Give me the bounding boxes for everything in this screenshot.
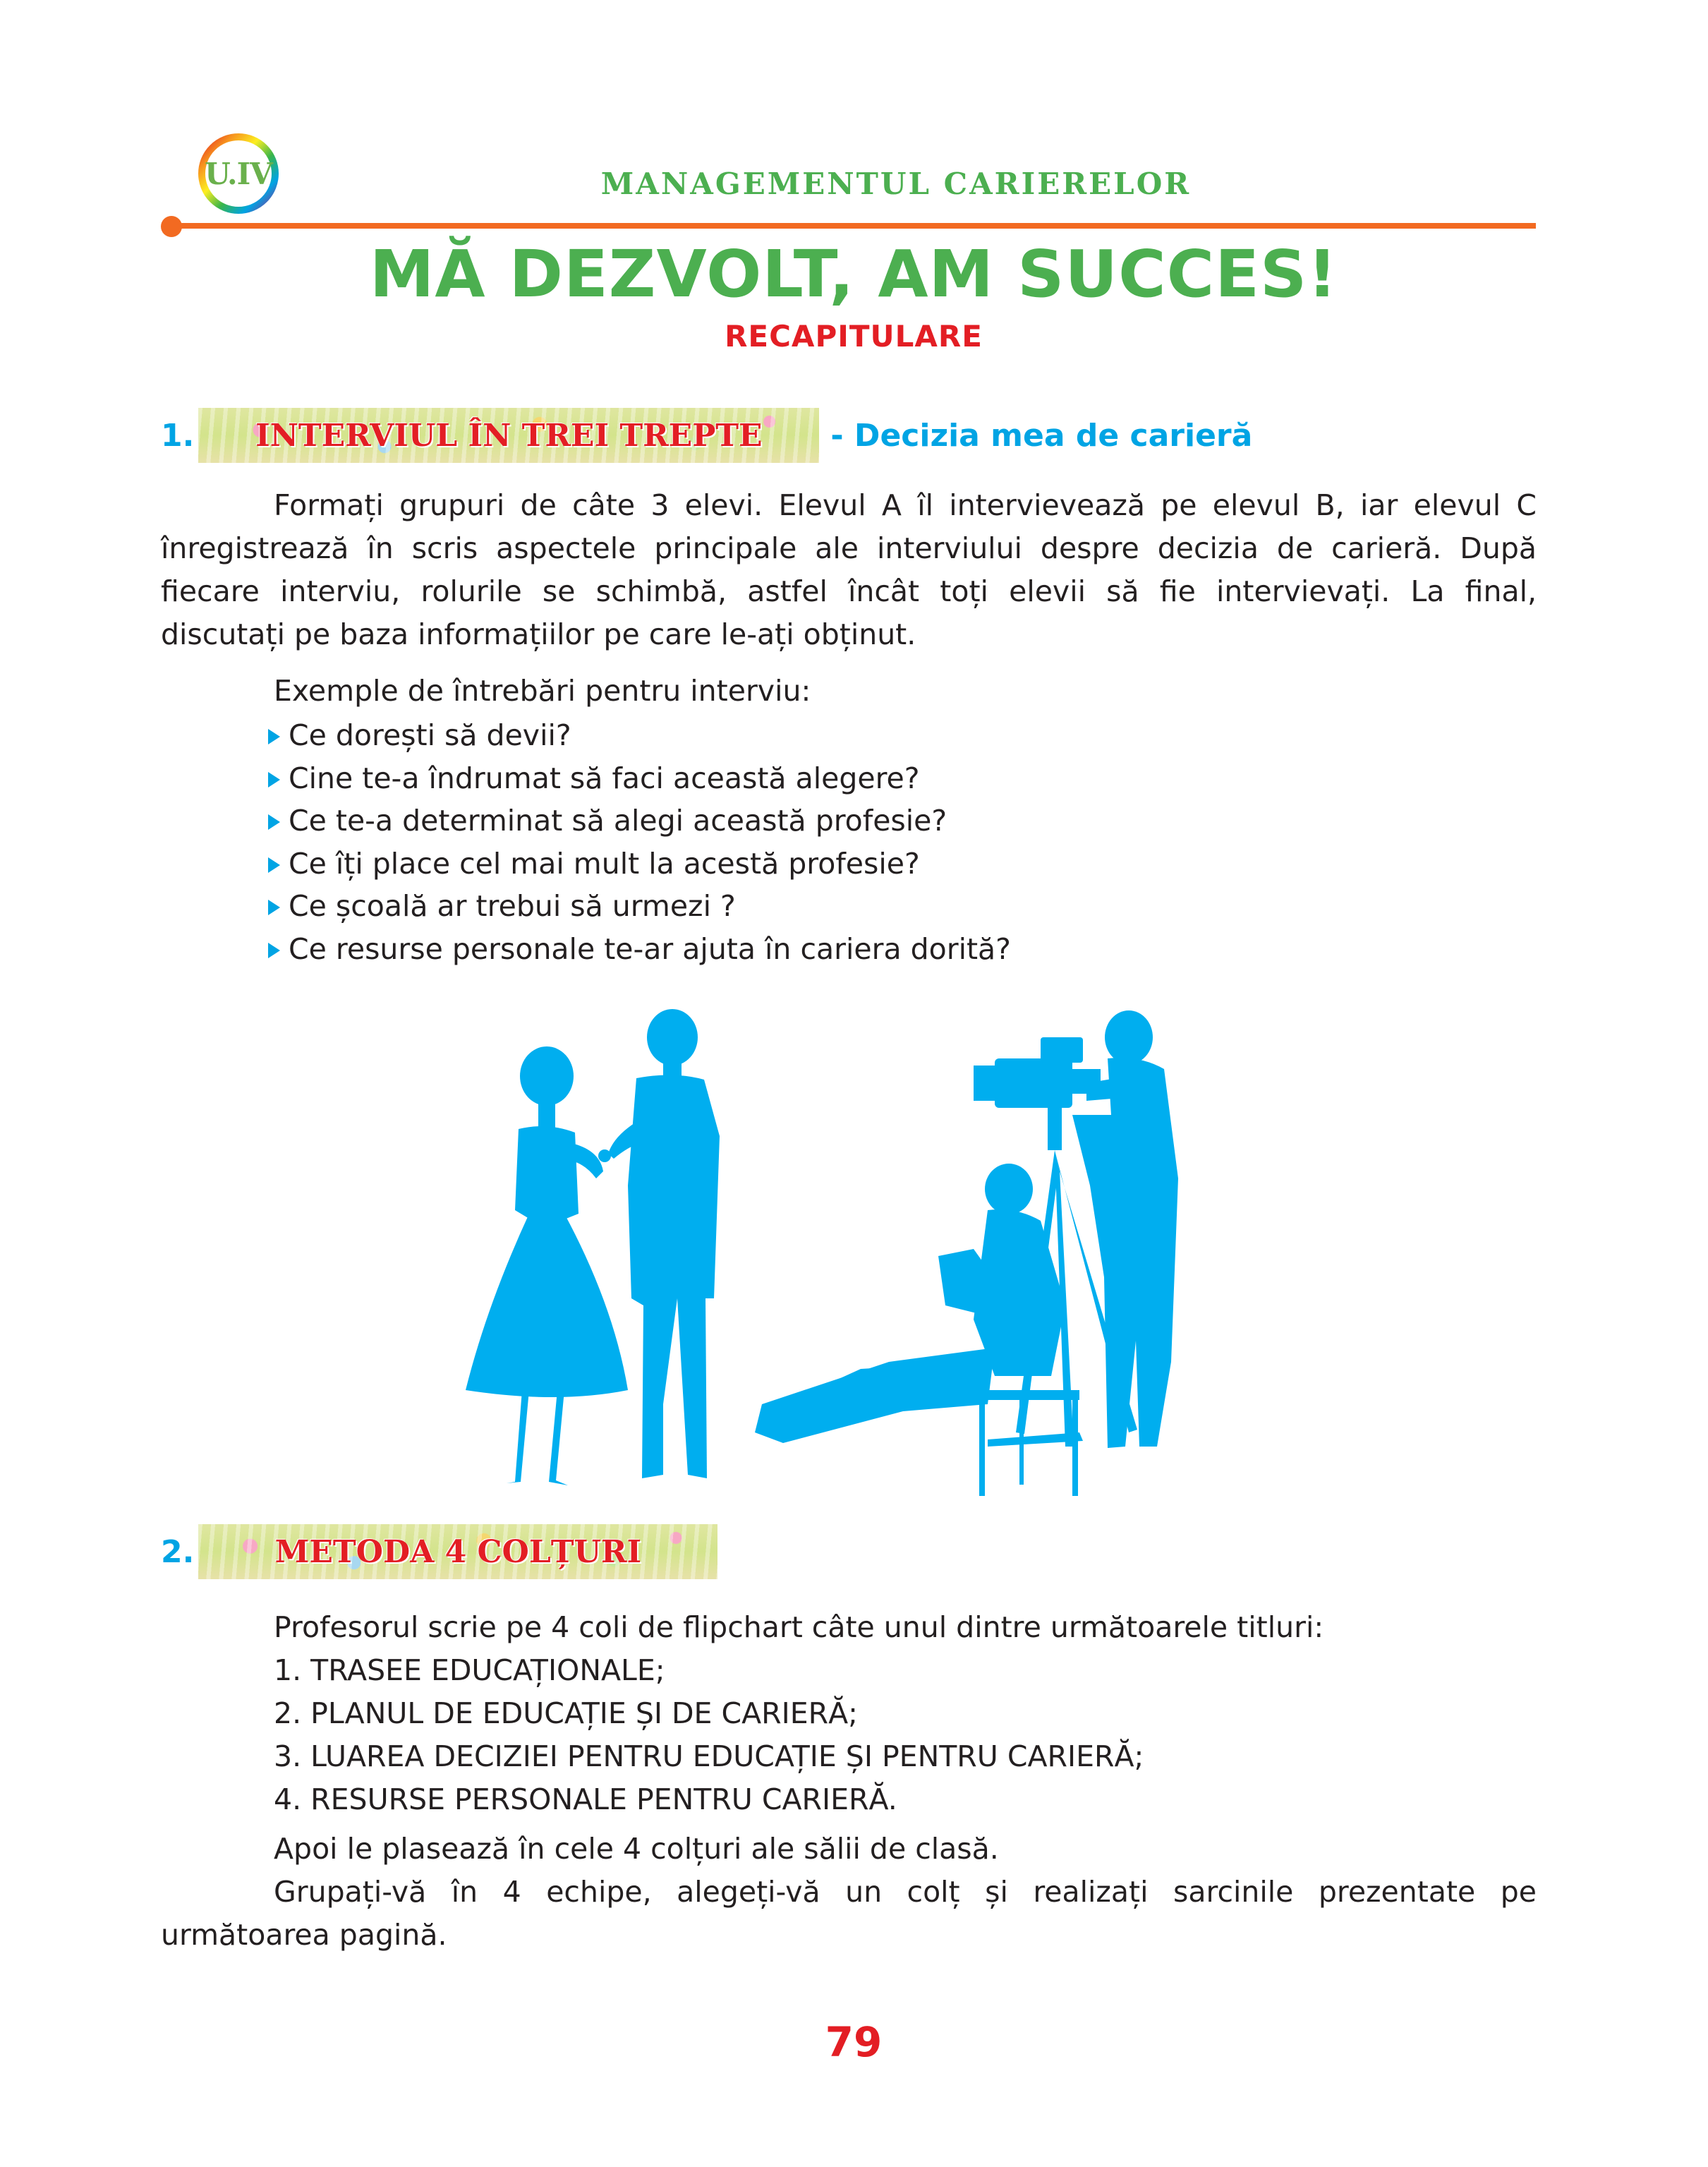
paragraph-line: discutați pe baza informațiilor pe care le-ați obținut. <box>161 617 916 651</box>
section-banner <box>198 1524 717 1579</box>
list-item <box>268 843 1011 886</box>
paragraph-line: următoarea pagină. <box>161 1918 447 1952</box>
section-2-heading <box>161 1524 717 1579</box>
interview-illustration <box>452 1009 1228 1496</box>
section-1-heading <box>161 408 1252 463</box>
paragraph-line: fiecare interviu, rolurile se schimbă, astfel încât toți elevii să fie intervievați. La final, <box>161 574 1537 608</box>
section-number: 1. <box>161 417 195 454</box>
page-number: 79 <box>825 2018 883 2066</box>
flipchart-title: 2. PLANUL DE EDUCAȚIE ȘI DE CARIERĂ; <box>274 1696 858 1730</box>
arrow-right-icon <box>268 772 280 787</box>
question-text: Ce te-a determinat să alegi această profesie? <box>289 804 947 838</box>
section-number: 2. <box>161 1533 195 1570</box>
list-item <box>268 714 1011 757</box>
paragraph-line: înregistrează în scris aspectele principale ale interviului despre decizia de carieră. După <box>161 531 1537 565</box>
question-text: Cine te-a îndrumat să faci această alegere? <box>289 761 920 795</box>
unit-label: U.IV <box>205 156 272 191</box>
section-2-after: Apoi le plasează în cele 4 colțuri ale sălii de clasă. <box>274 1832 999 1866</box>
section-banner <box>198 408 819 463</box>
section-banner-label: METODA 4 COLȚURI <box>274 1533 642 1570</box>
arrow-right-icon <box>268 814 280 830</box>
section-1-paragraph <box>161 484 1537 656</box>
paragraph-line: Formați grupuri de câte 3 elevi. Elevul A îl intervievează pe elevul B, iar elevul C <box>274 488 1537 522</box>
flipchart-title: 4. RESURSE PERSONALE PENTRU CARIERĂ. <box>274 1782 897 1816</box>
section-2-intro: Profesorul scrie pe 4 coli de flipchart câte unul dintre următoarele titluri: <box>274 1610 1324 1644</box>
section-banner-label: INTERVIUL ÎN TREI TREPTE <box>255 417 763 454</box>
section-2-final <box>161 1871 1537 1957</box>
section-subtitle: - Decizia mea de carieră <box>830 417 1253 454</box>
unit-badge <box>196 131 281 216</box>
arrow-right-icon <box>268 857 280 873</box>
question-text: Ce școală ar trebui să urmezi ? <box>289 889 736 923</box>
list-item <box>268 885 1011 928</box>
interview-silhouette-icon <box>452 1009 1228 1496</box>
flipchart-title: 1. TRASEE EDUCAȚIONALE; <box>274 1653 665 1687</box>
questions-intro: Exemple de întrebări pentru interviu: <box>274 674 811 708</box>
questions-list <box>268 714 1011 970</box>
list-item <box>268 799 1011 843</box>
arrow-right-icon <box>268 900 280 915</box>
page-subtitle: RECAPITULARE <box>725 319 983 354</box>
page-title: MĂ DEZVOLT, AM SUCCES! <box>369 236 1338 312</box>
header-rule <box>173 223 1536 229</box>
arrow-right-icon <box>268 729 280 744</box>
list-item <box>268 757 1011 800</box>
arrow-right-icon <box>268 943 280 958</box>
question-text: Ce dorești să devii? <box>289 718 571 752</box>
flipchart-title: 3. LUAREA DECIZIEI PENTRU EDUCAȚIE ȘI PENTRU CARIERĂ; <box>274 1739 1144 1773</box>
question-text: Ce resurse personale te-ar ajuta în cariera dorită? <box>289 931 1011 966</box>
question-text: Ce îți place cel mai mult la acestă profesie? <box>289 846 920 881</box>
list-item <box>268 928 1011 971</box>
paragraph-line: Grupați-vă în 4 echipe, alegeți-vă un colț și realizați sarcinile prezentate pe <box>274 1875 1537 1909</box>
running-head: MANAGEMENTUL CARIERELOR <box>600 167 1192 201</box>
